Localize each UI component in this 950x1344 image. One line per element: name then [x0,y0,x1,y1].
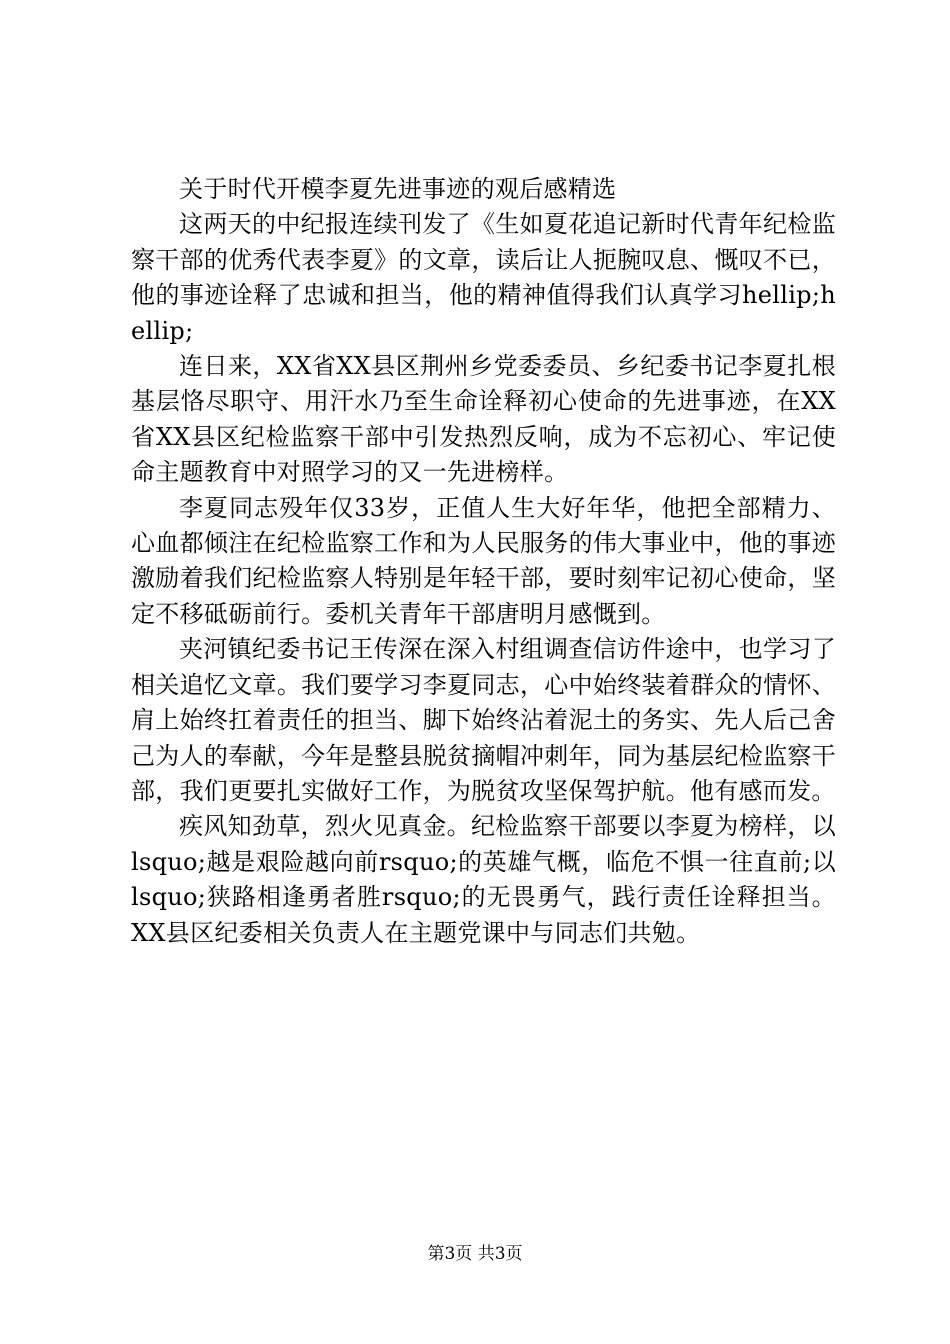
paragraph: 夹河镇纪委书记王传深在深入村组调查信访件途中，也学习了相关追忆文章。我们要学习李夏同志，心中始终装着群众的情怀、肩上始终扛着责任的担当、脚下始终沾着泥土的务实、先人后己舍己为人的奉献，今年是整县脱贫摘帽冲刺年，同为基层纪检监察干部，我们更要扎实做好工作，为脱贫攻坚保驾护航。他有感而发。 [131,635,836,805]
paragraph: 这两天的中纪报连续刊发了《生如夏花追记新时代青年纪检监察干部的优秀代表李夏》的文章，读后让人扼腕叹息、慨叹不已，他的事迹诠释了忠诚和担当，他的精神值得我们认真学习hellip;hellip; [131,210,836,345]
page-number-footer: 第3页 共3页 [427,1244,523,1264]
document-body [131,172,836,951]
paragraph: 李夏同志殁年仅33岁，正值人生大好年华，他把全部精力、心血都倾注在纪检监察工作和为人民服务的伟大事业中，他的事迹激励着我们纪检监察人特别是年轻干部，要时刻牢记初心使命，坚定不移砥砺前行。委机关青年干部唐明月感慨到。 [131,493,836,628]
paragraph: 连日来，XX省XX县区荆州乡党委委员、乡纪委书记李夏扎根基层恪尽职守、用汗水乃至生命诠释初心使命的先进事迹，在XX省XX县区纪检监察干部中引发热烈反响，成为不忘初心、牢记使命主题教育中对照学习的又一先进榜样。 [131,352,836,487]
paragraph: 疾风知劲草，烈火见真金。纪检监察干部要以李夏为榜样，以lsquo;越是艰险越向前rsquo;的英雄气概，临危不惧一往直前;以lsquo;狭路相逢勇者胜rsquo;的无畏勇气，践行责任诠释担当。XX县区纪委相关负责人在主题党课中与同志们共勉。 [131,812,836,947]
document-title: 关于时代开模李夏先进事迹的观后感精选 [179,175,617,203]
